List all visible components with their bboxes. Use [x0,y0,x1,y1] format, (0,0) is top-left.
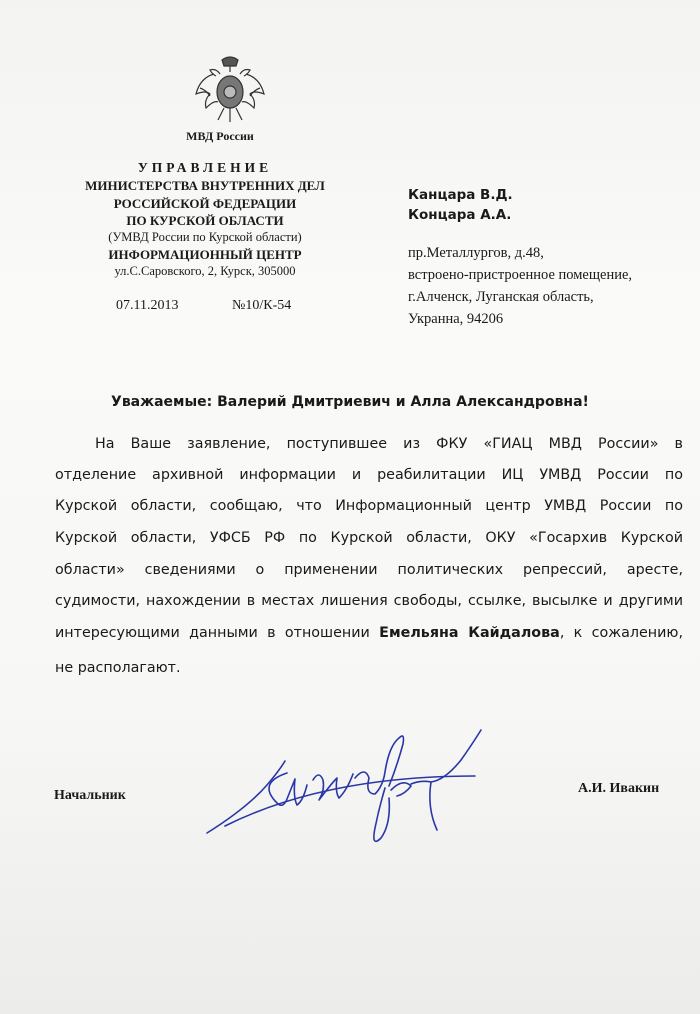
body-line-3: Курской области, сообщаю, что Информационный центр УМВД России по [55,498,683,514]
recipient-address-line-4: Укранна, 94206 [408,311,504,327]
body-line-4: Курской области, УФСБ РФ по Курской области, ОКУ «Госархив Курской [55,530,683,546]
recipient-address-line-1: пр.Металлургов, д.48, [408,245,544,261]
body-line-7-end: , к сожалению, [559,625,684,641]
person-name: Емельяна Кайдалова [379,625,560,641]
body-line-1: На Ваше заявление, поступившее из ФКУ «ГИАЦ МВД России» в [95,436,683,452]
recipient-address-line-2: встроено-пристроенное помещение, [408,267,633,283]
letter-date: 07.11.2013 [116,298,179,313]
body-line-8: не располагают. [55,660,181,676]
body-line-2: отделение архивной информации и реабилитации ИЦ УМВД России по [55,467,683,483]
signatory-title: Начальник [54,788,126,803]
body-line-5: области» сведениями о применении политических репрессий, аресте, [55,562,683,578]
header-address: ул.С.Саровского, 2, Курск, 305000 [114,264,296,278]
signatory-name: А.И. Ивакин [578,781,660,796]
recipient-name-2: Концара А.А. [408,207,512,223]
body-line-7-start: интересующими данными в отношении [55,625,370,641]
body-line-7 [55,625,683,641]
recipient-name-1: Канцара В.Д. [408,187,513,203]
header-info-center: ИНФОРМАЦИОННЫЙ ЦЕНТР [108,247,302,262]
header-abbreviation: (УМВД России по Курской области) [108,230,302,244]
header-upravlenie: УПРАВЛЕНИЕ [137,160,273,175]
header-ministry: МИНИСТЕРСТВА ВНУТРЕННИХ ДЕЛ [85,178,325,193]
body-line-6: судимости, нахождении в местах лишения свободы, ссылке, высылке и другими [55,593,683,609]
mvd-label: МВД России [186,129,254,143]
letter-number: №10/К-54 [232,298,292,313]
greeting: Уважаемые: Валерий Дмитриевич и Алла Александровна! [111,394,589,410]
handwritten-signature [195,718,505,868]
header-federation: РОССИЙСКОЙ ФЕДЕРАЦИИ [113,196,297,211]
recipient-address-line-3: г.Алченск, Луганская область, [408,289,594,305]
double-headed-eagle-emblem-icon [192,52,268,128]
header-region: ПО КУРСКОЙ ОБЛАСТИ [126,213,284,228]
